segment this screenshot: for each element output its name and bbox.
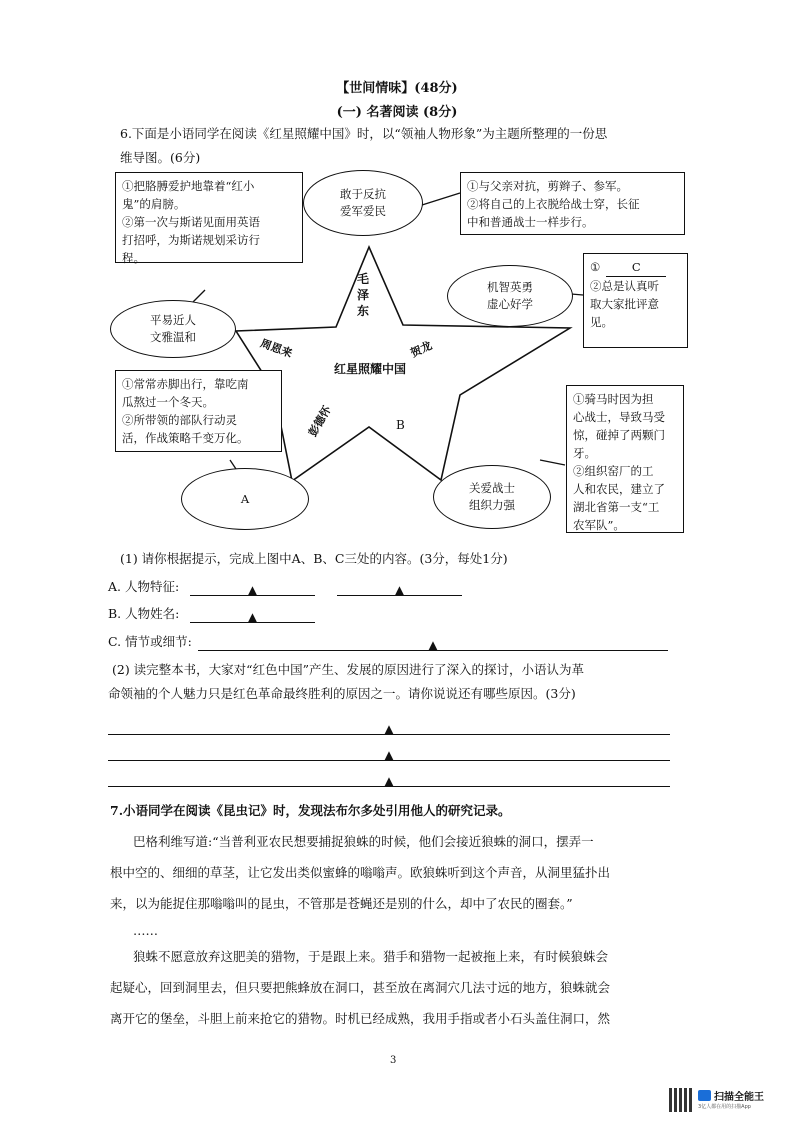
watermark-tagline: 3亿人都在用的扫描App — [698, 1104, 751, 1110]
answer-a-field-2[interactable]: ▲ — [337, 579, 462, 596]
box-left-mid: ①常常赤脚出行，靠吃南 瓜熬过一个冬天。 ②所带领的部队行动灵 活，作战策略千变万化。 — [115, 370, 282, 452]
answer-b-field[interactable]: ▲ — [190, 606, 315, 623]
page-number: 3 — [390, 1055, 397, 1066]
q6-part1: (1) 请你根据提示，完成上图中A、B、C三处的内容。(3分，每处1分) — [120, 551, 508, 566]
answer-a-field-1[interactable]: ▲ — [190, 579, 315, 596]
blank-c: C — [606, 258, 666, 277]
q6-part2-line2: 命领袖的个人魅力只是红色革命最终胜利的原因之一。请你说说还有哪些原因。(3分) — [108, 686, 576, 701]
box-top-right: ①与父亲对抗，剪辫子、参军。 ②将自己的上衣脱给战士穿，长征 中和普通战士一样步行。 — [460, 172, 685, 235]
q7-para2-line1: 狼蛛不愿意放弃这肥美的猎物，于是跟上来。猎手和猎物一起被拖上来，有时候狼蛛会 — [133, 949, 609, 964]
star-bottom-left-name: 彭德怀 — [306, 403, 334, 439]
box-right: ① C ②总是认真听 取大家批评意 见。 — [583, 253, 688, 348]
star-right-name: 贺龙 — [408, 338, 434, 360]
star-left-name: 周恩来 — [258, 336, 295, 361]
fill-a-label: A. 人物特征: — [108, 579, 180, 594]
star-top-name: 毛泽东 — [356, 272, 369, 318]
q7-quote-line2: 根中空的、细细的草茎，让它发出类似蜜蜂的嗡嗡声。欧狼蛛听到这个声音，从洞里猛扑出 — [110, 865, 611, 880]
box-bottom-right: ①骑马时因为担 心战士，导致马受 惊，碰掉了两颗门 牙。 ②组织窑厂的工 人和农民，建立了 湖北省第一支“工 农军队”。 — [566, 385, 684, 533]
q7-stem: 7.小语同学在阅读《昆虫记》时，发现法布尔多处引用他人的研究记录。 — [110, 803, 511, 818]
oval-top-trait: 敢于反抗 爱军爱民 — [303, 170, 423, 236]
scanner-watermark — [669, 1088, 779, 1114]
oval-left-trait: 平易近人 文雅温和 — [110, 300, 236, 358]
star-bottom-right-blank-b: B — [396, 418, 405, 432]
q7-ellipsis: …… — [133, 923, 158, 938]
oval-right-trait: 机智英勇 虚心好学 — [447, 265, 573, 327]
qr-code-icon — [669, 1088, 693, 1112]
mind-map — [110, 165, 720, 550]
subsection-title: (一) 名著阅读 (8分) — [336, 105, 458, 120]
q6-stem-line2: 维导图。(6分) — [120, 150, 201, 165]
q7-quote-line3: 来，以为能捉住那嗡嗡叫的昆虫，不管那是苍蝇还是别的什么，却中了农民的圈套。” — [110, 896, 573, 911]
camscanner-logo-icon — [698, 1090, 711, 1101]
q7-para2-line3: 离开它的堡垒，斗胆上前来抢它的猎物。时机已经成熟，我用手指或者小石头盖住洞口，然 — [110, 1011, 611, 1026]
answer-line-3[interactable]: ▲ — [108, 770, 670, 787]
q7-para2-line2: 起疑心，回到洞里去，但只要把熊蜂放在洞口，甚至放在离洞穴几法寸远的地方，狼蛛就会 — [110, 980, 611, 995]
fill-b-label: B. 人物姓名: — [108, 606, 180, 621]
answer-c-field[interactable]: ▲ — [198, 634, 668, 651]
oval-bottom-right-trait: 关爱战士 组织力强 — [433, 465, 551, 529]
answer-line-1[interactable]: ▲ — [108, 718, 670, 735]
section-title: 【世间情味】(48分) — [336, 81, 458, 96]
fill-c-label: C. 情节或细节: — [108, 634, 192, 649]
answer-line-2[interactable]: ▲ — [108, 744, 670, 761]
watermark-brand: 扫描全能王 — [714, 1092, 764, 1103]
oval-bottom-left-blank-a: A — [181, 468, 309, 530]
star-center-title: 红星照耀中国 — [333, 362, 406, 376]
q6-stem-line1: 6.下面是小语同学在阅读《红星照耀中国》时，以“领袖人物形象”为主题所整理的一份思 — [120, 126, 608, 141]
q6-part2-line1: (2) 读完整本书，大家对“红色中国”产生、发展的原因进行了深入的探讨，小语认为革 — [112, 662, 584, 677]
box-top-left: ①把胳膊爱护地靠着“红小 鬼”的肩膀。 ②第一次与斯诺见面用英语 打招呼，为斯诺规划采访行 程。 — [115, 172, 303, 263]
q7-quote-line1: 巴格利维写道:“当普利亚农民想要捕捉狼蛛的时候，他们会接近狼蛛的洞口，摆弄一 — [133, 834, 594, 849]
